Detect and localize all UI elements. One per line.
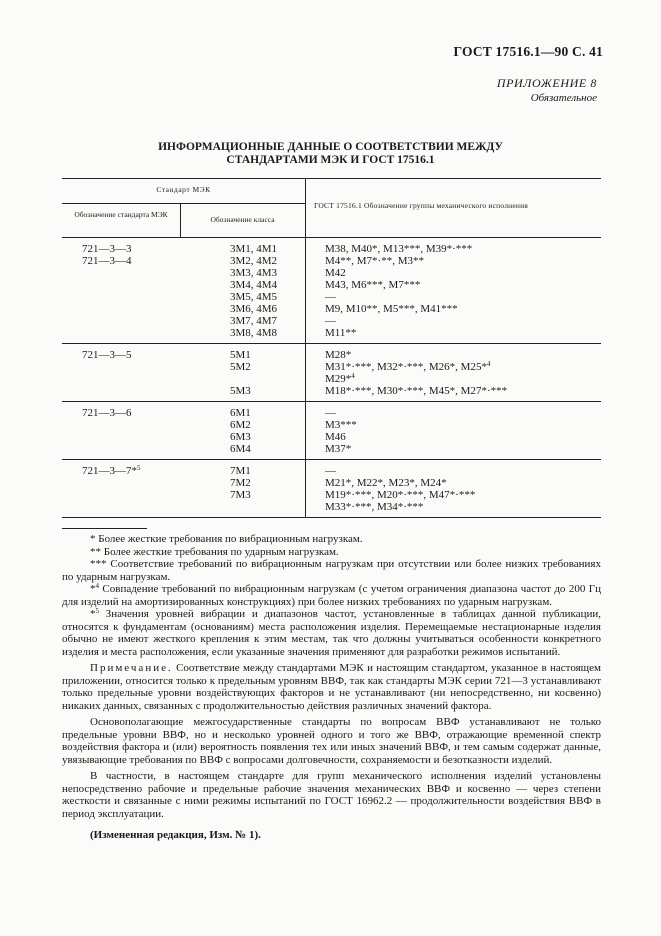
paragraph-2: В частности, в настоящем стандарте для групп механического исполнения изделий установлены непосредственно рабочие и предельные рабочие значения механических ВВФ и косвенно — через степени жесткости и связанные с ними режимы испытаний по ГОСТ 16962.2 — продолжительности воздействия ВВФ в период эксплуатации. (62, 770, 601, 820)
title-line-1: ИНФОРМАЦИОННЫЕ ДАННЫЕ О СООТВЕТСТВИИ МЕЖДУ (158, 141, 503, 153)
class-cell: 3М4, 4М4 (230, 279, 278, 291)
gost-group-cell: М9, М10**, М5***, М41*** (325, 303, 458, 315)
iec-standard-text: 721—3—7* (82, 465, 137, 477)
class-cell: 3М3, 4М3 (230, 267, 278, 279)
table-row (62, 489, 601, 501)
appendix-label (497, 76, 597, 104)
note-text: Соответствие между стандартами МЭК и настоящим стандартом, указанное в настоящем приложении, относится только к предельным уровням ВВФ, так как стандарты МЭК серии 721—3 устанавливают только предельные уровни воздействующих факторов и не устанавливают (ни непосредственно, ни косвенно) никаких данных, связанных с продолжительностью действия различных значений фактора. (62, 662, 601, 712)
gost-group-text: М31*·***, М32*·***, М26*, М25* (325, 361, 487, 373)
header-gost-group: ГОСТ 17516.1 Обозначение группы механического исполнения (314, 201, 529, 210)
page-header: ГОСТ 17516.1—90 С. 41 (453, 44, 603, 59)
class-cell: 3М1, 4М1 (230, 243, 278, 255)
class-cell: 7М1 (230, 465, 251, 477)
footnote-marker: 4 (351, 372, 355, 380)
gost-group-cell (325, 373, 355, 385)
revision-note: (Измененная редакция, Изм. № 1). (90, 829, 261, 841)
table-group (62, 460, 601, 518)
note-label: Примечание. (90, 662, 173, 674)
footnote-3: *** Соответствие требований по вибрационным нагрузкам при отсутствии или более низких требованиях по ударным нагрузкам. (62, 558, 601, 583)
body-text (62, 533, 601, 842)
gost-group-cell: М21*, М22*, М23*, М24* (325, 477, 447, 489)
gost-group-cell: М11** (325, 327, 357, 339)
table-group (62, 238, 601, 344)
class-cell: 6М2 (230, 419, 251, 431)
class-cell: 5М2 (230, 361, 251, 373)
class-cell: 3М7, 4М7 (230, 315, 278, 327)
table-row (62, 327, 601, 339)
gost-group-cell: М38, М40*, М13***, М39*·*** (325, 243, 473, 255)
header-iec-standard: Стандарт МЭК (156, 185, 211, 194)
gost-group-cell: — (325, 465, 336, 477)
table-row (62, 443, 601, 455)
footnote-1: * Более жесткие требования по вибрационным нагрузкам. (90, 533, 363, 545)
footnote-rule (62, 528, 147, 529)
gost-group-cell: М37* (325, 443, 352, 455)
table-row (62, 315, 601, 327)
class-cell: 3М6, 4М6 (230, 303, 278, 315)
table-row (62, 255, 601, 267)
header-column-divider (305, 179, 306, 237)
gost-group-cell: — (325, 291, 336, 303)
class-cell: 6М1 (230, 407, 251, 419)
iec-standard-cell: 721—3—4 (82, 255, 132, 267)
paragraph-1: Основополагающие межгосударственные стандарты по вопросам ВВФ устанавливают не только предельные уровни ВВФ, но и несколько уровней одного и того же ВВФ, отражающие временной спектр воздействия фактора и (или) вероятность появления тех или иных значений ВВФ, и тем самым содержат данные, увязывающие требования по ВВФ с вопросами долговечности, сохраняемости и безотказности изделий. (62, 716, 601, 766)
table-row (62, 267, 601, 279)
table-row (62, 373, 601, 385)
iec-standard-cell: 721—3—6 (82, 407, 132, 419)
class-cell: 3М5, 4М5 (230, 291, 278, 303)
table-row (62, 407, 601, 419)
class-cell: 6М3 (230, 431, 251, 443)
iec-standard-cell: 721—3—3 (82, 243, 132, 255)
correspondence-table (62, 178, 601, 518)
class-cell: 6М4 (230, 443, 251, 455)
gost-group-cell: М46 (325, 431, 346, 443)
footnote-marker: 5 (137, 464, 141, 472)
table-row (62, 361, 601, 373)
header-iec-designation: Обозначение стандарта МЭК (74, 210, 168, 219)
gost-group-cell: — (325, 407, 336, 419)
header-class-designation: Обозначение класса (210, 215, 275, 224)
class-cell: 5М3 (230, 385, 251, 397)
gost-group-cell: М19*·***, М20*·***, М47*·*** (325, 489, 476, 501)
footnote-marker: 4 (486, 360, 491, 368)
table-group (62, 402, 601, 460)
table-row (62, 431, 601, 443)
gost-group-cell: М3*** (325, 419, 357, 431)
table-row (62, 465, 601, 477)
table-row (62, 243, 601, 255)
gost-group-cell: М28* (325, 349, 352, 361)
table-row (62, 349, 601, 361)
footnote-2: ** Более жесткие требования по ударным нагрузкам. (90, 545, 339, 558)
footnote-4-text: Совпадение требований по вибрационным нагрузкам (с учетом ограничения диапазона частот до 200 Гц для изделий на амортизированных конструкциях) при более низких требованиях по ударным нагрузкам. (62, 583, 601, 608)
footnote-5-mark: 5 (95, 607, 99, 615)
class-cell: 3М2, 4М2 (230, 255, 278, 267)
gost-group-cell: — (325, 315, 336, 327)
class-cell: 3М8, 4М8 (230, 327, 278, 339)
gost-group-text: М29* (325, 373, 352, 385)
gost-group-cell: М42 (325, 267, 346, 279)
note-paragraph (62, 662, 601, 712)
header-divider (62, 203, 305, 204)
footnote-4: *$^4$ Совпадение требований по вибрационным нагрузкам (с учетом ограничения диапазона частот до 200 Гц для изделий на амортизированных конструкциях) при более низких требованиях по ударным нагрузкам. (62, 582, 601, 608)
appendix-number: ПРИЛОЖЕНИЕ 8 (496, 76, 597, 90)
appendix-status: Обязательное (530, 92, 597, 104)
table-row (62, 303, 601, 315)
table-row (62, 501, 601, 513)
iec-standard-cell: 721—3—5 (82, 349, 132, 361)
class-cell: 7М2 (230, 477, 251, 489)
gost-group-cell: М18*·***, М30*·***, М45*, М27*·*** (325, 385, 508, 397)
gost-group-cell: М4**, М7*·**, М3** (325, 255, 425, 267)
gost-group-cell: М33*·***, М34*·*** (325, 501, 424, 513)
document-title (60, 141, 601, 167)
gost-group-cell (325, 361, 490, 373)
footnote-5: *$^5$ Значения уровней вибрации и диапазонов частот, установленные в таблицах данной публикации, относятся к фундаментам (основаниям) места расположения изделия. Перемещаемые нестационарные изделия обычно не имеют жесткого крепления к этим местам, так что должны учитываться особенности конкретного изделия и места расположения, если указанные значения применяют для разработки режимов испытаний. (62, 607, 601, 658)
table-row (62, 279, 601, 291)
iec-standard-cell (82, 465, 141, 477)
table-row (62, 419, 601, 431)
title-line-2: СТАНДАРТАМИ МЭК И ГОСТ 17516.1 (226, 154, 435, 166)
footnote-4-mark: 4 (95, 582, 99, 590)
table-row (62, 291, 601, 303)
table-group (62, 344, 601, 402)
class-cell: 5М1 (230, 349, 251, 361)
table-row (62, 477, 601, 489)
table-header (62, 178, 601, 238)
footnote-5-text: Значения уровней вибрации и диапазонов частот, установленные в таблицах данной публикации, относятся к фундаментам (основаниям) места расположения изделия. Перемещаемые нестационарные изделия обычно не имеют жесткого крепления к этим местам, так что должны учитываться особенности конкретного изделия и места расположения, если указанные значения применяют для разработки режимов испытаний. (62, 608, 601, 658)
table-row (62, 385, 601, 397)
gost-group-cell: М43, М6***, М7*** (325, 279, 421, 291)
class-cell: 7М3 (230, 489, 251, 501)
